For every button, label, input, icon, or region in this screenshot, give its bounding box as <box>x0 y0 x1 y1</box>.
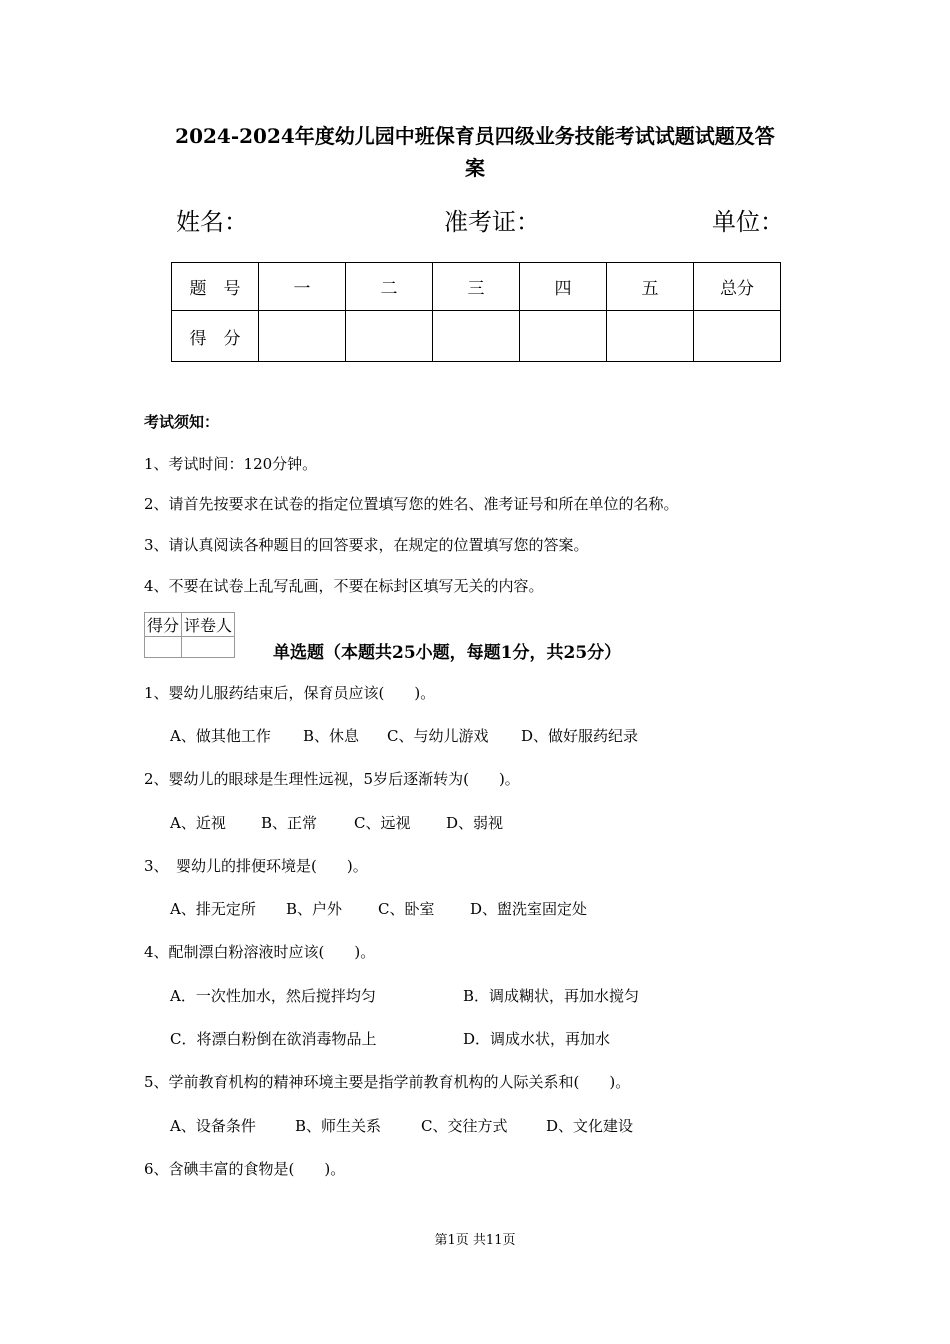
score-cell-1[interactable] <box>259 311 346 362</box>
question-1-option-b[interactable]: B、休息 <box>303 727 360 745</box>
score-cell-3[interactable] <box>433 311 520 362</box>
score-table-header-row <box>172 263 781 311</box>
question-3-option-d[interactable]: D、盥洗室固定处 <box>470 900 588 918</box>
score-header-1: 一 <box>259 263 346 311</box>
notice-item-3: 3、请认真阅读各种题目的回答要求，在规定的位置填写您的答案。 <box>144 536 589 554</box>
question-4-option-a[interactable]: A．一次性加水，然后搅拌均匀 <box>170 987 376 1005</box>
question-4-option-c[interactable]: C．将漂白粉倒在欲消毒物品上 <box>170 1030 377 1048</box>
question-5-option-a[interactable]: A、设备条件 <box>170 1117 256 1135</box>
question-6-stem: 6、含碘丰富的食物是( )。 <box>144 1160 346 1178</box>
score-cell-4[interactable] <box>520 311 607 362</box>
score-header-4: 四 <box>520 263 607 311</box>
question-3-stem: 3、 婴幼儿的排便环境是( )。 <box>144 857 368 875</box>
question-3-option-a[interactable]: A、排无定所 <box>170 900 256 918</box>
score-cell-5[interactable] <box>607 311 694 362</box>
unit-label: 单位： <box>712 208 784 236</box>
notice-item-1: 1、考试时间：120分钟。 <box>144 455 318 473</box>
section-title: 单选题（本题共25小题，每题1分，共25分） <box>273 643 622 663</box>
score-header-5: 五 <box>607 263 694 311</box>
grader-name-label: 评卷人 <box>182 613 235 637</box>
question-1-option-d[interactable]: D、做好服药纪录 <box>521 727 639 745</box>
question-2-stem: 2、婴幼儿的眼球是生理性远视，5岁后逐渐转为( )。 <box>144 770 520 788</box>
question-5-option-b[interactable]: B、师生关系 <box>295 1117 382 1135</box>
score-header-total: 总分 <box>694 263 781 311</box>
grader-score-cell[interactable] <box>145 637 182 658</box>
question-4-option-d[interactable]: D．调成水状，再加水 <box>463 1030 611 1048</box>
question-5-option-c[interactable]: C、交往方式 <box>421 1117 508 1135</box>
question-4-option-b[interactable]: B．调成糊状，再加水搅匀 <box>463 987 640 1005</box>
score-row-label: 得 分 <box>172 311 259 362</box>
question-1-stem: 1、婴幼儿服药结束后，保育员应该( )。 <box>144 684 436 702</box>
question-2-option-a[interactable]: A、近视 <box>170 814 226 832</box>
score-header-label: 题 号 <box>172 263 259 311</box>
score-cell-2[interactable] <box>346 311 433 362</box>
page-footer: 第1页 共11页 <box>434 1233 516 1248</box>
score-header-3: 三 <box>433 263 520 311</box>
score-cell-total[interactable] <box>694 311 781 362</box>
title-line-2: 案 <box>465 156 485 180</box>
notice-heading: 考试须知： <box>144 413 220 431</box>
question-2-option-c[interactable]: C、远视 <box>354 814 411 832</box>
score-table <box>171 262 781 362</box>
question-5-stem: 5、学前教育机构的精神环境主要是指学前教育机构的人际关系和( )。 <box>144 1073 631 1091</box>
question-2-option-b[interactable]: B、正常 <box>261 814 318 832</box>
question-3-option-b[interactable]: B、户外 <box>286 900 343 918</box>
question-5-option-d[interactable]: D、文化建设 <box>546 1117 634 1135</box>
score-table-score-row <box>172 311 781 362</box>
question-1-option-c[interactable]: C、与幼儿游戏 <box>387 727 489 745</box>
name-label: 姓名： <box>176 208 248 236</box>
question-1-option-a[interactable]: A、做其他工作 <box>170 727 271 745</box>
document-title <box>110 120 840 184</box>
question-2-option-d[interactable]: D、弱视 <box>446 814 504 832</box>
title-line-1: 2024-2024年度幼儿园中班保育员四级业务技能考试试题试题及答 <box>175 124 775 148</box>
grader-box <box>144 612 235 658</box>
notice-item-2: 2、请首先按要求在试卷的指定位置填写您的姓名、准考证号和所在单位的名称。 <box>144 495 679 513</box>
grader-score-label: 得分 <box>145 613 182 637</box>
score-header-2: 二 <box>346 263 433 311</box>
question-4-stem: 4、配制漂白粉溶液时应该( )。 <box>144 943 376 961</box>
question-3-option-c[interactable]: C、卧室 <box>378 900 435 918</box>
notice-item-4: 4、不要在试卷上乱写乱画，不要在标封区填写无关的内容。 <box>144 577 544 595</box>
grader-name-cell[interactable] <box>182 637 235 658</box>
exam-number-label: 准考证： <box>444 208 540 236</box>
